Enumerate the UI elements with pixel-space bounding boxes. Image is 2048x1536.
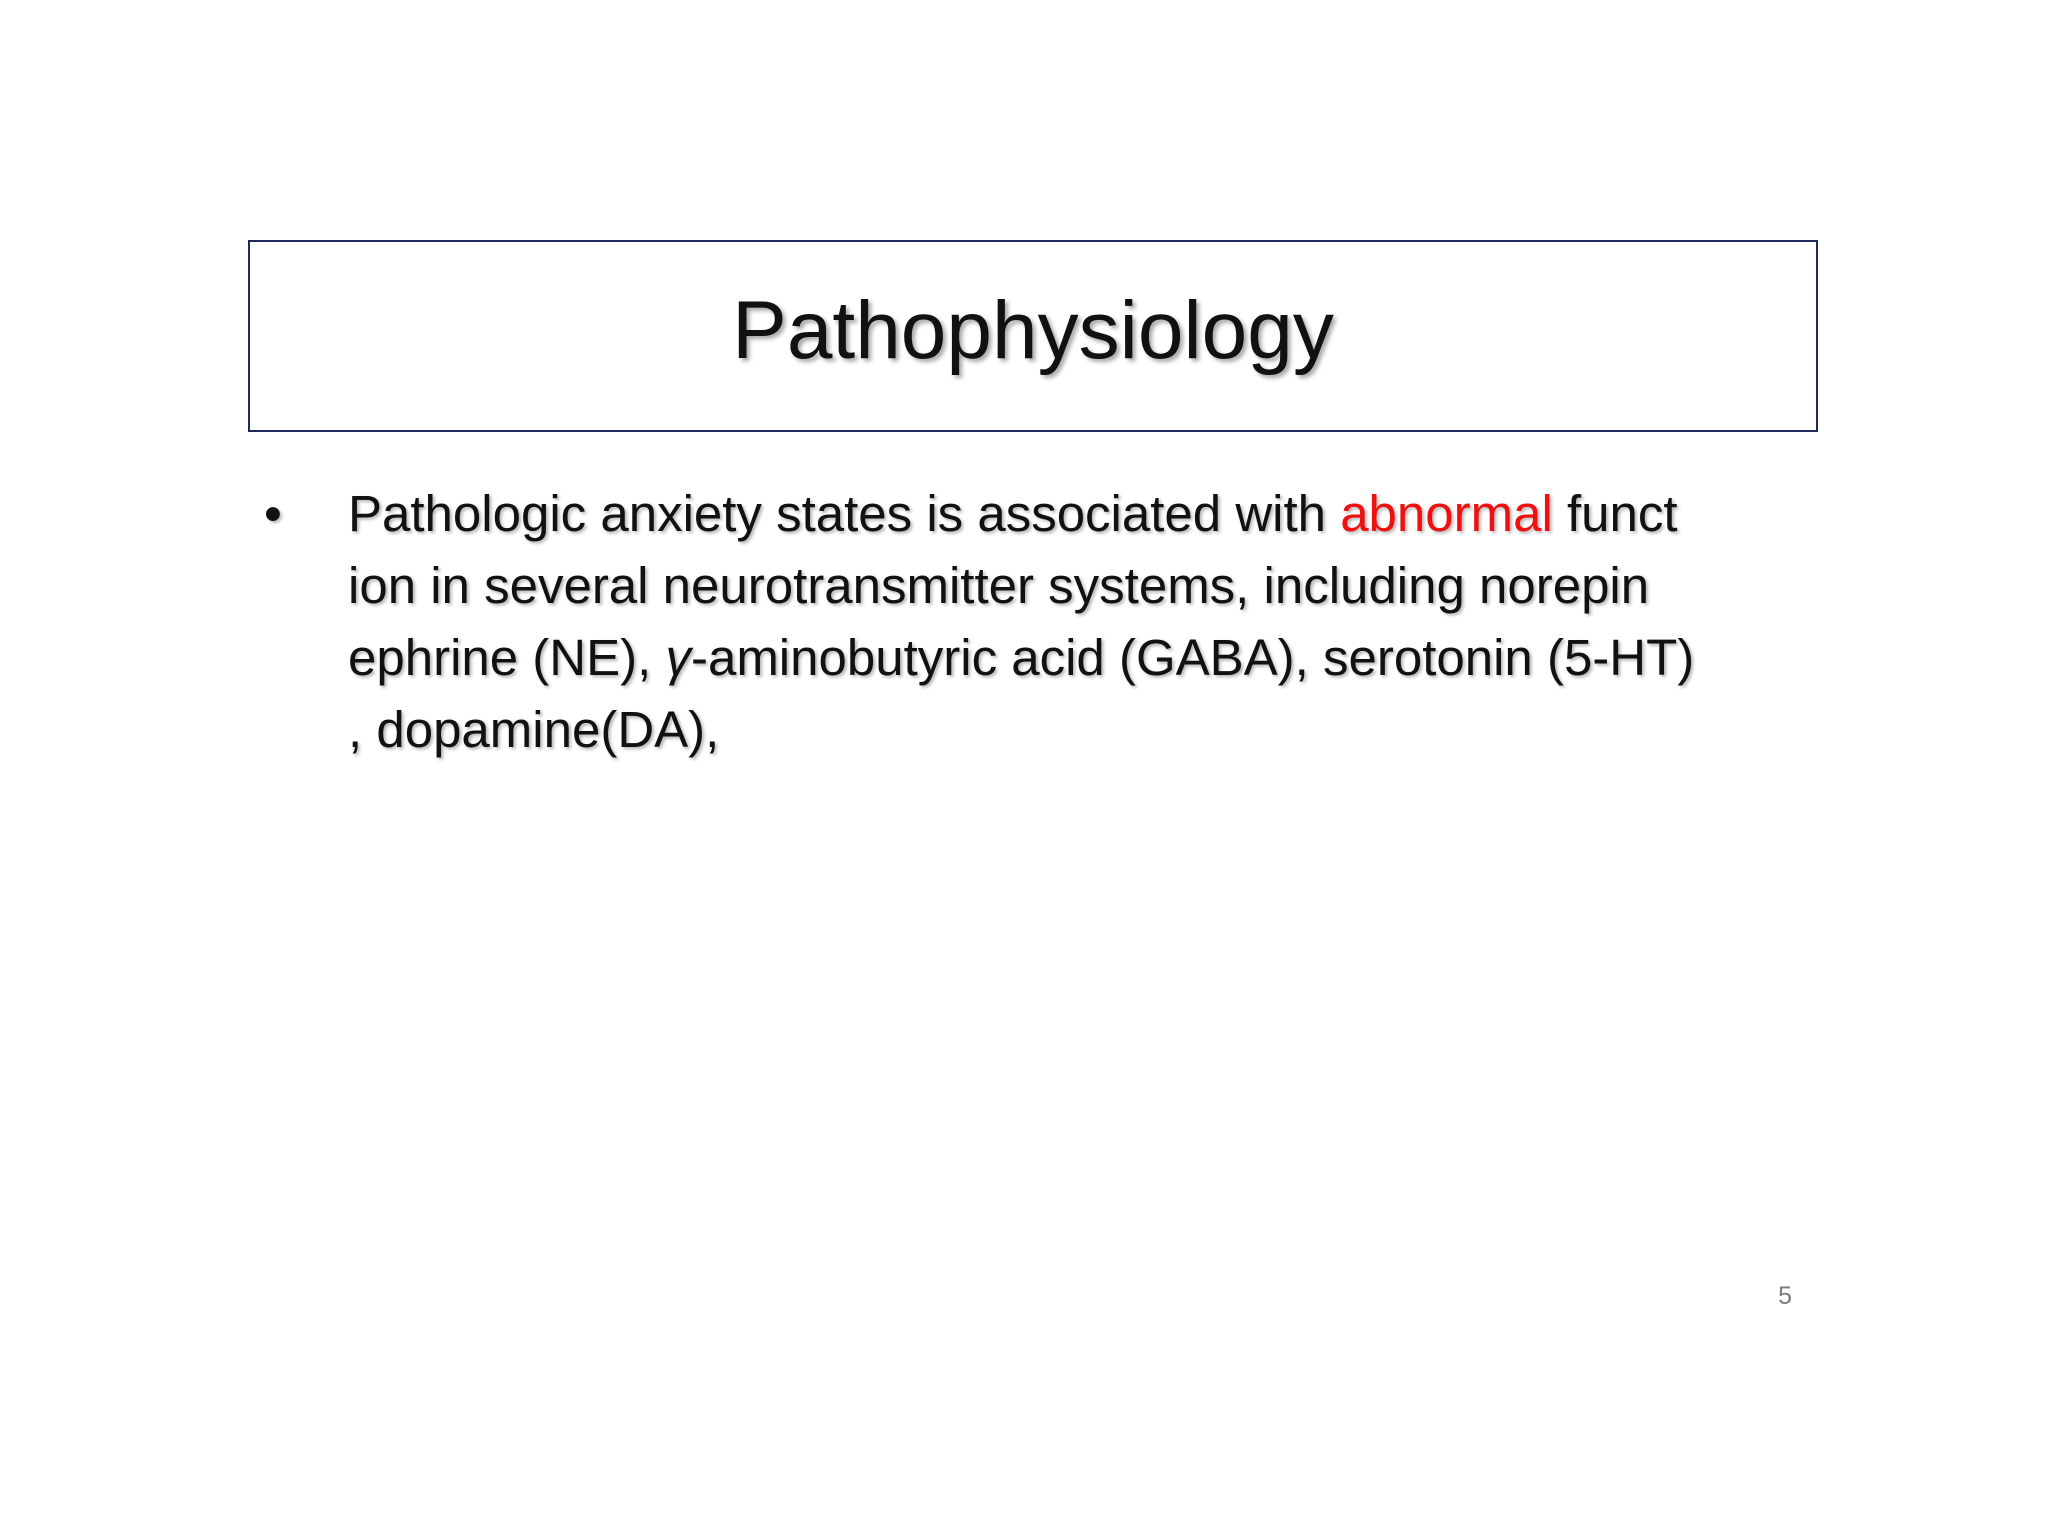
title-box bbox=[248, 240, 1818, 432]
bullet-text: ephrine (NE), bbox=[348, 629, 666, 686]
highlighted-word: abnormal bbox=[1340, 485, 1553, 542]
bullet-line-3 bbox=[348, 622, 1824, 694]
gamma-symbol: γ bbox=[665, 629, 691, 686]
bullet-text: funct bbox=[1552, 485, 1678, 542]
bullet-line-2: ion in several neurotransmitter systems, including norepin bbox=[348, 557, 1650, 614]
bullet-list bbox=[264, 478, 1824, 766]
bullet-item bbox=[264, 478, 1824, 766]
page-number: 5 bbox=[1778, 1282, 1792, 1310]
bullet-text: Pathologic anxiety states is associated with bbox=[348, 485, 1341, 542]
bullet-line-1 bbox=[348, 478, 1824, 550]
slide-title: Pathophysiology bbox=[732, 285, 1334, 376]
bullet-dot-icon: • bbox=[264, 485, 282, 542]
bullet-line-4: , dopamine(DA), bbox=[348, 701, 720, 758]
bullet-text: -aminobutyric acid (GABA), serotonin (5-HT) bbox=[690, 629, 1695, 686]
